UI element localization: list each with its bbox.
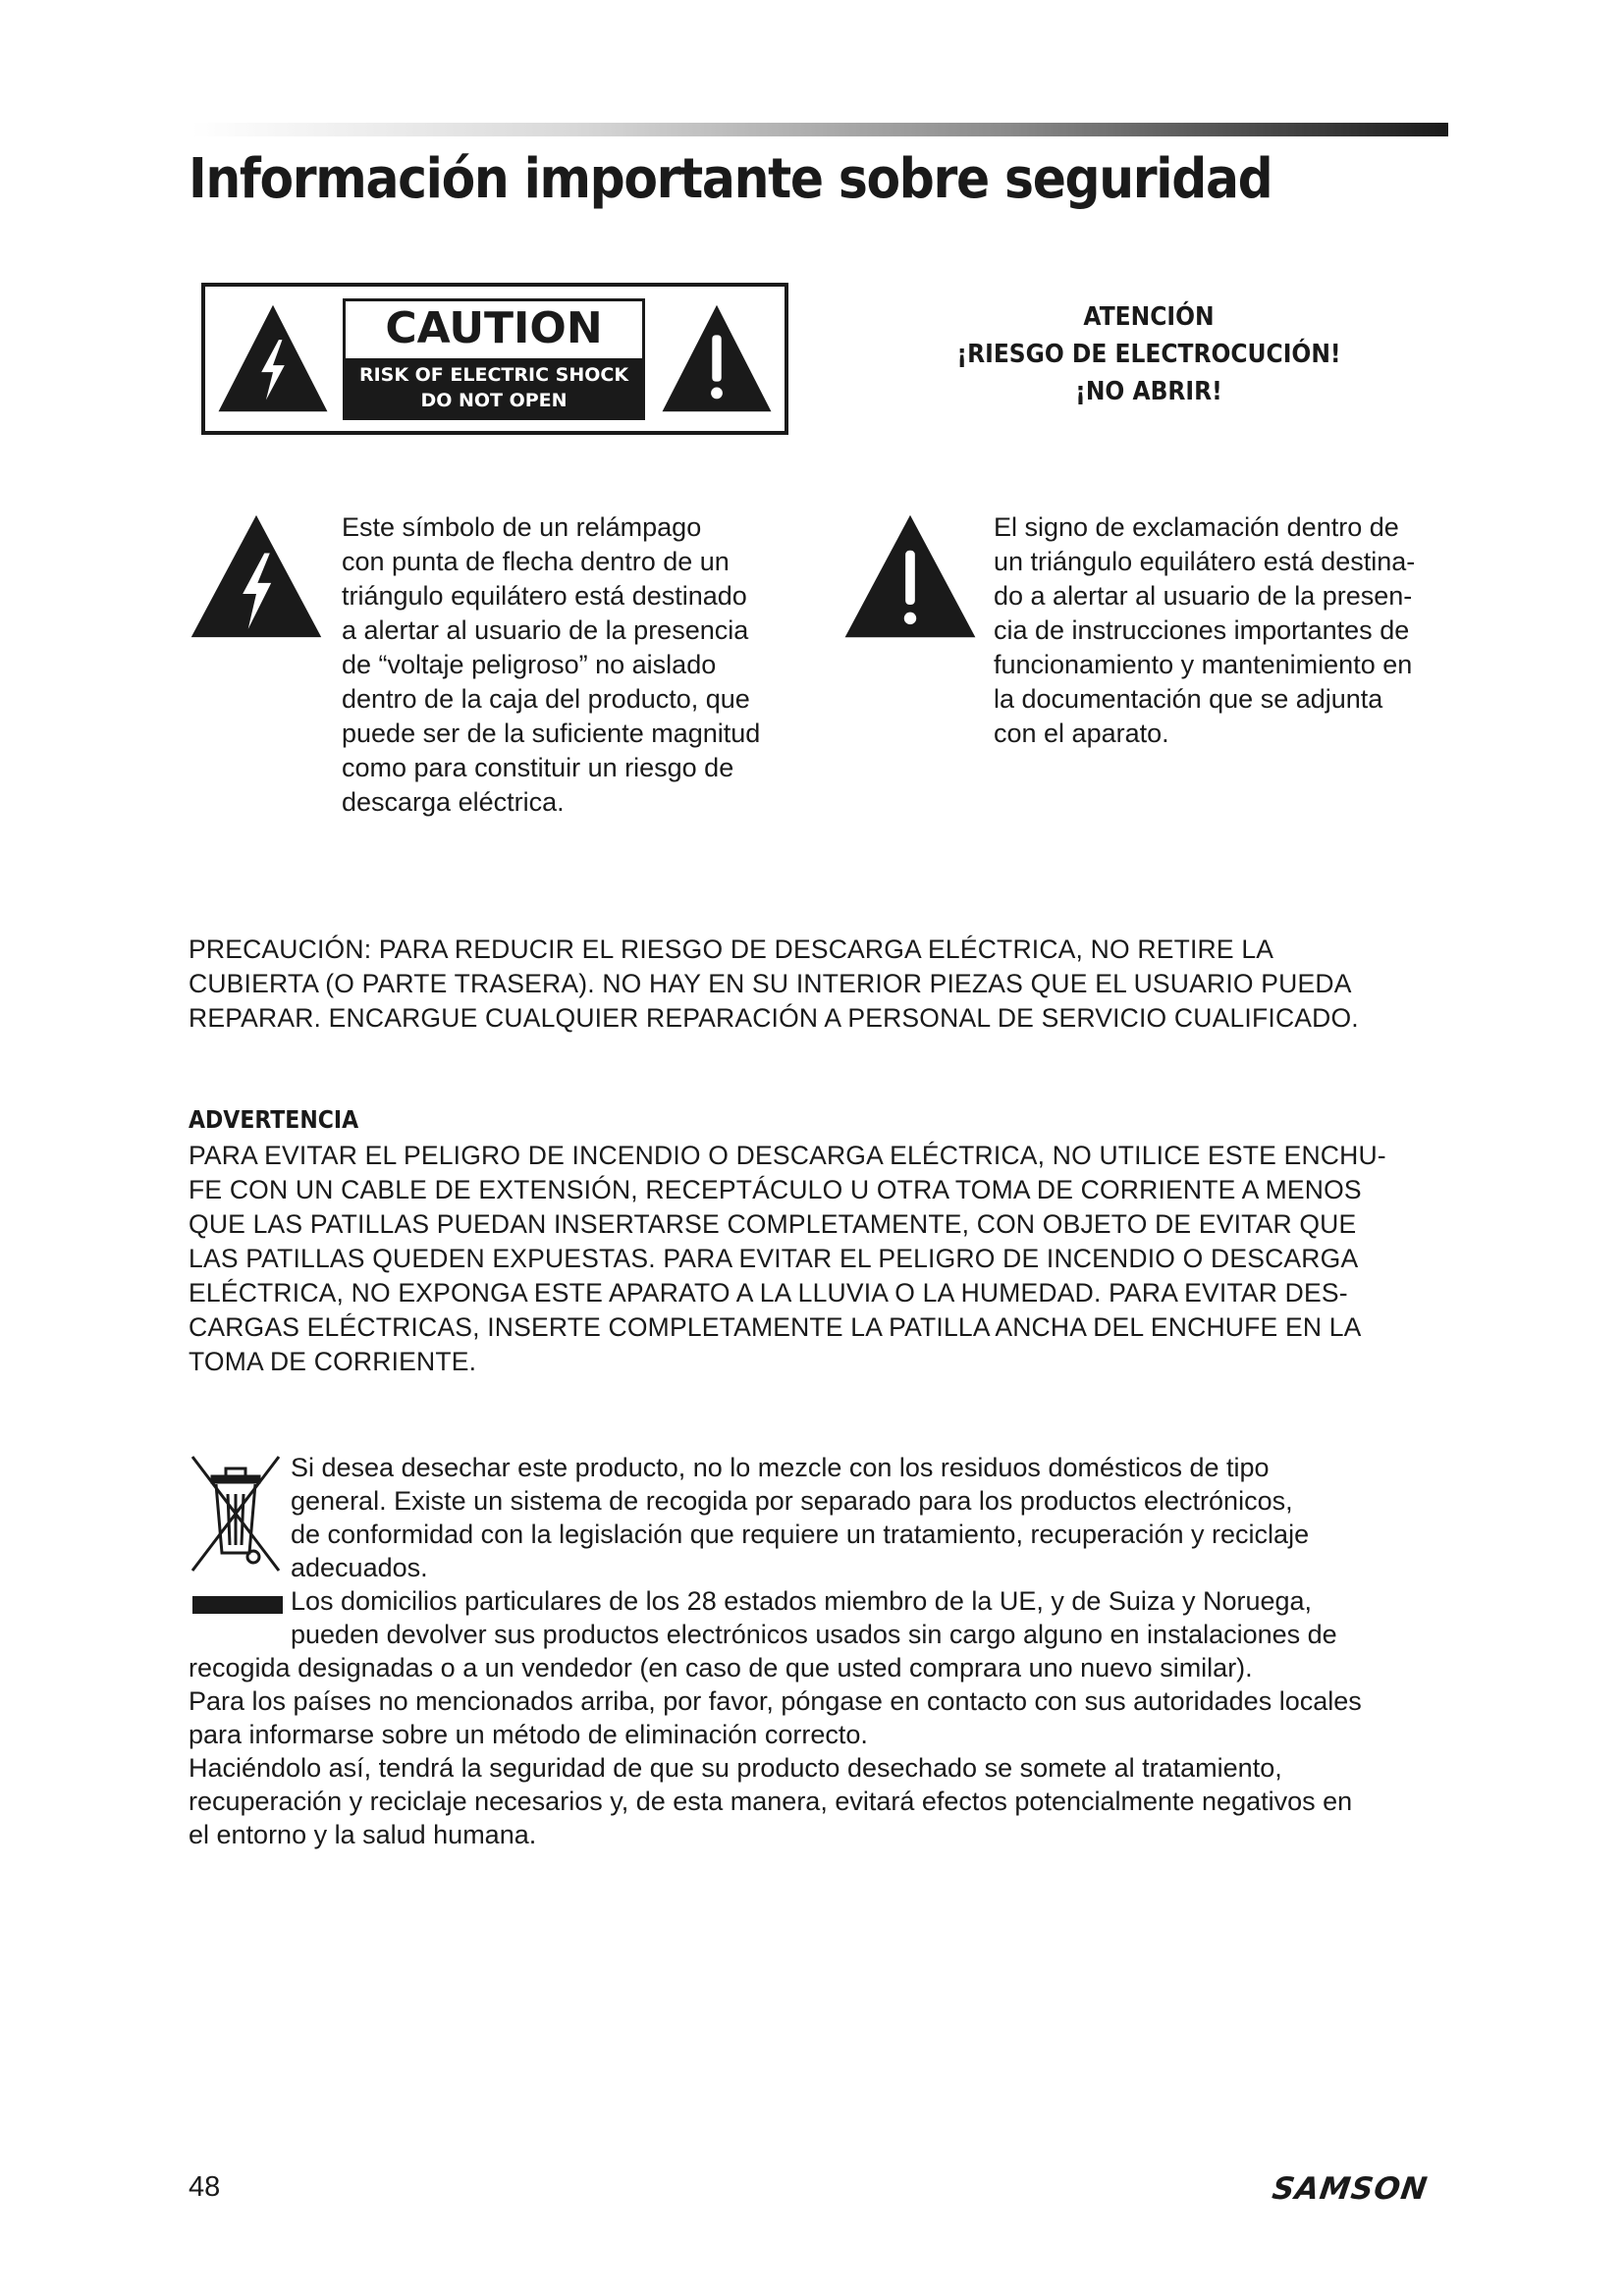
text-line: CARGAS ELÉCTRICAS, INSERTE COMPLETAMENTE LA PATILLA ANCHA DEL ENCHUFE EN LA: [189, 1312, 1362, 1342]
crossed-bin-icon: [189, 1451, 283, 1578]
caution-label: [201, 283, 788, 435]
text-line: REPARAR. ENCARGUE CUALQUIER REPARACIÓN A PERSONAL DE SERVICIO CUALIFICADO.: [189, 1003, 1359, 1033]
exclamation-triangle-icon: [841, 512, 979, 640]
text-line: la documentación que se adjunta: [994, 684, 1383, 714]
disposal-full-text: [189, 1651, 1362, 1851]
caution-word: CAUTION: [385, 303, 603, 353]
text-line: QUE LAS PATILLAS PUEDAN INSERTARSE COMPLETAMENTE, CON OBJETO DE EVITAR QUE: [189, 1209, 1357, 1239]
text-line: puede ser de la suficiente magnitud: [342, 719, 761, 748]
text-line: LAS PATILLAS QUEDEN EXPUESTAS. PARA EVITAR EL PELIGRO DE INCENDIO O DESCARGA: [189, 1244, 1359, 1273]
atencion-line-3: ¡NO ABRIR!: [1075, 377, 1222, 406]
caution-line-2: DO NOT OPEN: [420, 390, 568, 411]
caution-line-1: RISK OF ELECTRIC SHOCK: [358, 364, 629, 386]
text-line: Para los países no mencionados arriba, por favor, póngase en contacto con sus autoridades locales: [189, 1686, 1362, 1716]
text-line: descarga eléctrica.: [342, 787, 565, 817]
brand-logo: SAMSON: [1270, 2171, 1431, 2207]
text-line: PRECAUCIÓN: PARA REDUCIR EL RIESGO DE DESCARGA ELÉCTRICA, NO RETIRE LA: [189, 934, 1274, 964]
text-line: un triángulo equilátero está destina-: [994, 547, 1416, 576]
lightning-triangle-icon: [189, 512, 324, 640]
text-line: Los domicilios particulares de los 28 estados miembro de la UE, y de Suiza y Noruega,: [291, 1586, 1313, 1616]
text-line: de conformidad con la legislación que requiere un tratamiento, recuperación y reciclaje: [291, 1520, 1310, 1549]
text-line: FE CON UN CABLE DE EXTENSIÓN, RECEPTÁCULO U OTRA TOMA DE CORRIENTE A MENOS: [189, 1175, 1362, 1204]
precaucion-paragraph: [189, 933, 1359, 1036]
text-line: Haciéndolo así, tendrá la seguridad de que su producto desechado se somete al tratamiento,: [189, 1753, 1282, 1783]
weee-black-bar: [192, 1596, 283, 1614]
lightning-triangle-icon: [215, 300, 331, 416]
text-line: TOMA DE CORRIENTE.: [189, 1347, 477, 1376]
text-line: Este símbolo de un relámpago: [342, 512, 702, 542]
atencion-line-1: ATENCIÓN: [1083, 302, 1215, 332]
text-line: con el aparato.: [994, 719, 1169, 748]
disposal-indented-text: [291, 1451, 1337, 1651]
text-line: cia de instrucciones importantes de: [994, 615, 1410, 645]
text-line: con punta de flecha dentro de un: [342, 547, 730, 576]
atencion-block: [928, 298, 1370, 410]
advertencia-paragraph: [189, 1139, 1386, 1379]
text-line: como para constituir un riesgo de: [342, 753, 734, 782]
text-line: dentro de la caja del producto, que: [342, 684, 750, 714]
text-line: el entorno y la salud humana.: [189, 1820, 537, 1849]
text-line: a alertar al usuario de la presencia: [342, 615, 749, 645]
text-line: funcionamiento y mantenimiento en: [994, 650, 1413, 679]
text-line: general. Existe un sistema de recogida por separado para los productos electrónicos,: [291, 1486, 1293, 1516]
text-line: recuperación y reciclaje necesarios y, de esta manera, evitará efectos potencialmente negativos en: [189, 1787, 1353, 1816]
page-title: Información importante sobre seguridad: [189, 147, 1272, 211]
text-line: El signo de exclamación dentro de: [994, 512, 1399, 542]
text-line: adecuados.: [291, 1553, 428, 1582]
caution-subtext: [346, 358, 642, 417]
text-line: PARA EVITAR EL PELIGRO DE INCENDIO O DESCARGA ELÉCTRICA, NO UTILICE ESTE ENCHU-: [189, 1141, 1386, 1170]
atencion-line-2: ¡RIESGO DE ELECTROCUCIÓN!: [956, 340, 1341, 369]
text-line: do a alertar al usuario de la presen-: [994, 581, 1413, 611]
text-line: recogida designadas o a un vendedor (en caso de que usted comprara uno nuevo similar).: [189, 1653, 1253, 1682]
exclamation-symbol-text: [994, 510, 1415, 751]
lightning-symbol-text: [342, 510, 760, 820]
caution-sign: [343, 298, 645, 420]
text-line: para informarse sobre un método de eliminación correcto.: [189, 1720, 868, 1749]
text-line: ELÉCTRICA, NO EXPONGA ESTE APARATO A LA LLUVIA O LA HUMEDAD. PARA EVITAR DES-: [189, 1278, 1348, 1308]
advertencia-heading: ADVERTENCIA: [189, 1105, 359, 1134]
exclamation-triangle-icon: [659, 300, 775, 416]
page-number: 48: [189, 2171, 221, 2203]
header-gradient-bar: [191, 123, 1448, 136]
text-line: triángulo equilátero está destinado: [342, 581, 747, 611]
text-line: Si desea desechar este producto, no lo mezcle con los residuos domésticos de tipo: [291, 1453, 1270, 1482]
text-line: de “voltaje peligroso” no aislado: [342, 650, 717, 679]
text-line: pueden devolver sus productos electrónicos usados sin cargo alguno en instalaciones de: [291, 1620, 1337, 1649]
text-line: CUBIERTA (O PARTE TRASERA). NO HAY EN SU INTERIOR PIEZAS QUE EL USUARIO PUEDA: [189, 969, 1352, 998]
